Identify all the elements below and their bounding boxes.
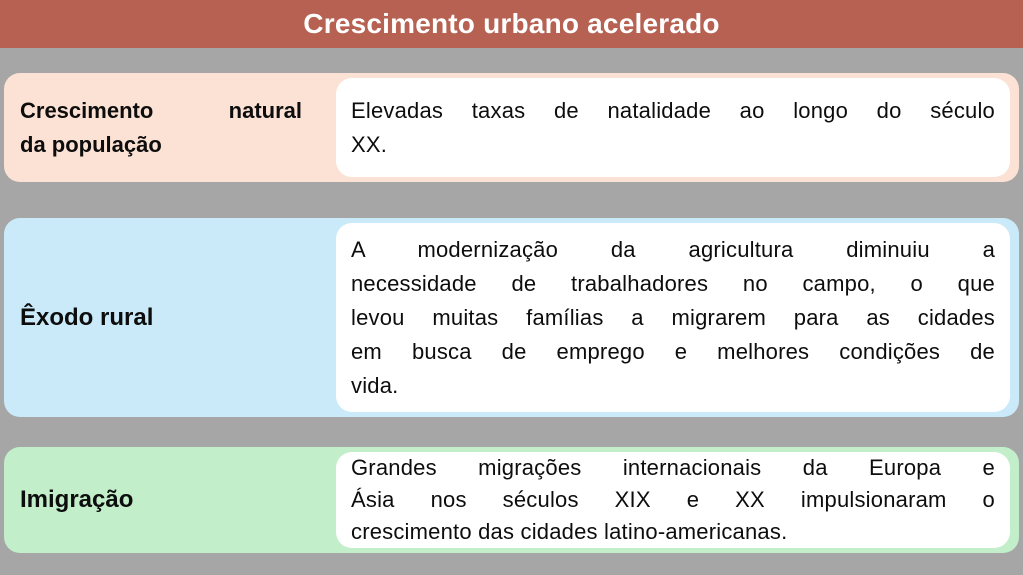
- row-description: Elevadas taxas de natalidade ao longo do século XX.: [351, 97, 995, 157]
- row-label: Imigração: [20, 486, 134, 513]
- description-card: [336, 452, 1010, 548]
- row-crescimento-natural: [4, 73, 1019, 182]
- row-label: Êxodo rural: [20, 303, 154, 331]
- row-description: A modernização da agricultura diminuiu a necessidade de trabalhadores no campo, o que levou muitas famílias a migrarem para as cidades em busca de emprego e melhores condições de vida.: [351, 236, 995, 398]
- row-label-zone: [4, 218, 336, 417]
- row-label: Crescimento natural da população: [20, 97, 302, 157]
- row-label-zone: [4, 73, 336, 182]
- page-title: Crescimento urbano acelerado: [303, 8, 720, 39]
- title-bar: [0, 0, 1023, 48]
- row-label-zone: [4, 447, 336, 553]
- description-card: [336, 223, 1010, 412]
- row-exodo-rural: [4, 218, 1019, 417]
- row-description: Grandes migrações internacionais da Europa e Ásia nos séculos XIX e XX impulsionaram o crescimento das cidades latino-americanas.: [351, 455, 995, 544]
- row-imigracao: [4, 447, 1019, 553]
- description-card: [336, 78, 1010, 177]
